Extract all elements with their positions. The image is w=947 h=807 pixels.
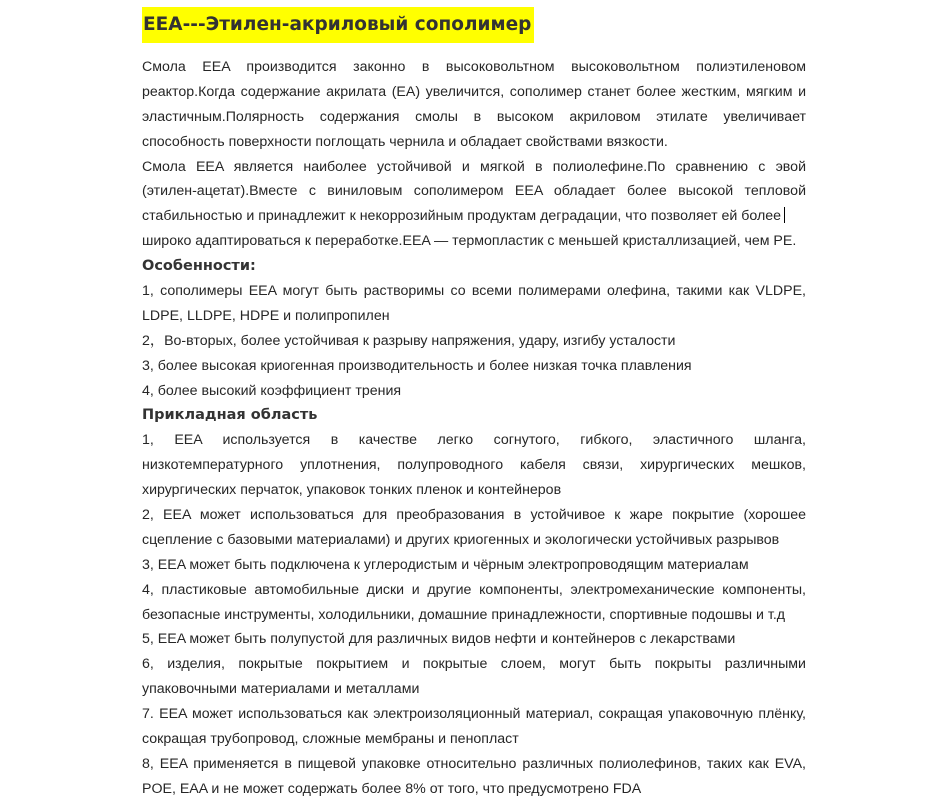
text-line — [142, 329, 806, 354]
text-cursor — [784, 207, 785, 223]
text-line — [142, 578, 806, 603]
text-line — [142, 354, 806, 379]
line-text: способность поверхности поглощать чернила и обладает свойствами вязкости. — [142, 133, 668, 150]
line-text: 1, EEA используется в качестве легко согнутого, гибкого, эластичного шланга, — [142, 432, 806, 449]
line-text: Особенности: — [142, 258, 256, 275]
line-text: 3, более высокая криогенная производительность и более низкая точка плавления — [142, 357, 692, 374]
line-text: 7. EEA может использоваться как электроизоляционный материал, сокращая упаковочную плёнку, — [142, 706, 806, 723]
text-line — [142, 503, 806, 528]
text-line — [142, 553, 806, 578]
line-text: 6, изделия, покрытые покрытием и покрытые слоем, могут быть покрыты различными — [142, 656, 806, 673]
line-text: 4, более высокий коэффициент трения — [142, 382, 402, 399]
line-text: реактор.Когда содержание акрилата (EA) увеличится, сополимер станет более жестким, мягким и — [142, 83, 806, 100]
line-text: 2，Во-вторых, более устойчивая к разрыву напряжения, удару, изгибу усталости — [142, 332, 676, 349]
text-line — [142, 105, 806, 130]
text-line — [142, 55, 806, 80]
line-text: Прикладная область — [142, 407, 318, 424]
line-text: Смола EEA является наиболее устойчивой и мягкой в полиолефине.По сравнению с эвой — [142, 158, 806, 175]
text-line — [142, 155, 806, 180]
line-text: 1, сополимеры EEA могут быть растворимы со всеми полимерами олефина, такими как VLDPE, — [142, 283, 806, 300]
text-line — [142, 229, 806, 254]
text-line — [142, 478, 806, 503]
line-text: 8, EEA применяется в пищевой упаковке относительно различных полиолефинов, таких как EVA, — [142, 755, 806, 772]
line-text: безопасные инструменты, холодильники, домашние принадлежности, спортивные подошвы и т.д — [142, 606, 786, 623]
line-text: широко адаптироваться к переработке.EEA — термопластик с меньшей кристаллизацией, чем PE. — [142, 233, 797, 250]
text-line — [142, 379, 806, 404]
section-heading — [142, 254, 806, 279]
section-heading — [142, 403, 806, 428]
text-line — [142, 752, 806, 777]
text-line — [142, 627, 806, 652]
text-line — [142, 603, 806, 628]
text-line — [142, 130, 806, 155]
text-line — [142, 677, 806, 702]
text-line — [142, 453, 806, 478]
text-line — [142, 652, 806, 677]
line-text: хирургических перчаток, упаковок тонких пленок и контейнеров — [142, 482, 562, 499]
text-line — [142, 702, 806, 727]
line-text: 3, EEA может быть подключена к углеродистым и чёрным электропроводящим материалам — [142, 556, 749, 573]
text-line — [142, 777, 806, 802]
line-text: сцепление с базовыми материалами) и других криогенных и экологически устойчивых разрывов — [142, 531, 780, 548]
line-text: 4, пластиковые автомобильные диски и другие компоненты, электромеханические компоненты, — [142, 581, 806, 598]
line-text: 5, EEA может быть полупустой для различных видов нефти и контейнеров с лекарствами — [142, 631, 736, 648]
text-line — [142, 727, 806, 752]
line-text: эластичным.Полярность содержания смолы в высоком акриловом этилате увеличивает — [142, 108, 806, 125]
text-line — [142, 179, 806, 204]
line-text: сокращая трубопровод, сложные мембраны и пенопласт — [142, 731, 519, 748]
line-text: 2, EEA может использоваться для преобразования в устойчивое к жаре покрытие (хорошее — [142, 507, 806, 524]
text-line — [142, 204, 806, 229]
line-text: стабильностью и принадлежит к некоррозийным продуктам деградации, что позволяет ей более — [142, 208, 782, 225]
document-body — [142, 55, 806, 802]
text-line — [142, 428, 806, 453]
line-text: Смола EEA производится законно в высоковольтном высоковольтном полиэтиленовом — [142, 59, 806, 75]
line-text: низкотемпературного уплотнения, полупроводного кабеля связи, хирургических мешков, — [142, 457, 806, 474]
line-text: (этилен-ацетат).Вместе с виниловым сополимером EEA обладает более высокой тепловой — [142, 183, 806, 200]
line-text: упаковочными материалами и металлами — [142, 681, 420, 698]
text-line — [142, 80, 806, 105]
text-line — [142, 528, 806, 553]
line-text: POE, EAA и не может содержать более 8% от того, что предусмотрено FDA — [142, 780, 642, 797]
line-text: LDPE, LLDPE, HDPE и полипропилен — [142, 307, 390, 324]
text-line — [142, 279, 806, 304]
document-title: EEA---Этилен-акриловый сополимер — [142, 7, 534, 43]
text-line — [142, 304, 806, 329]
